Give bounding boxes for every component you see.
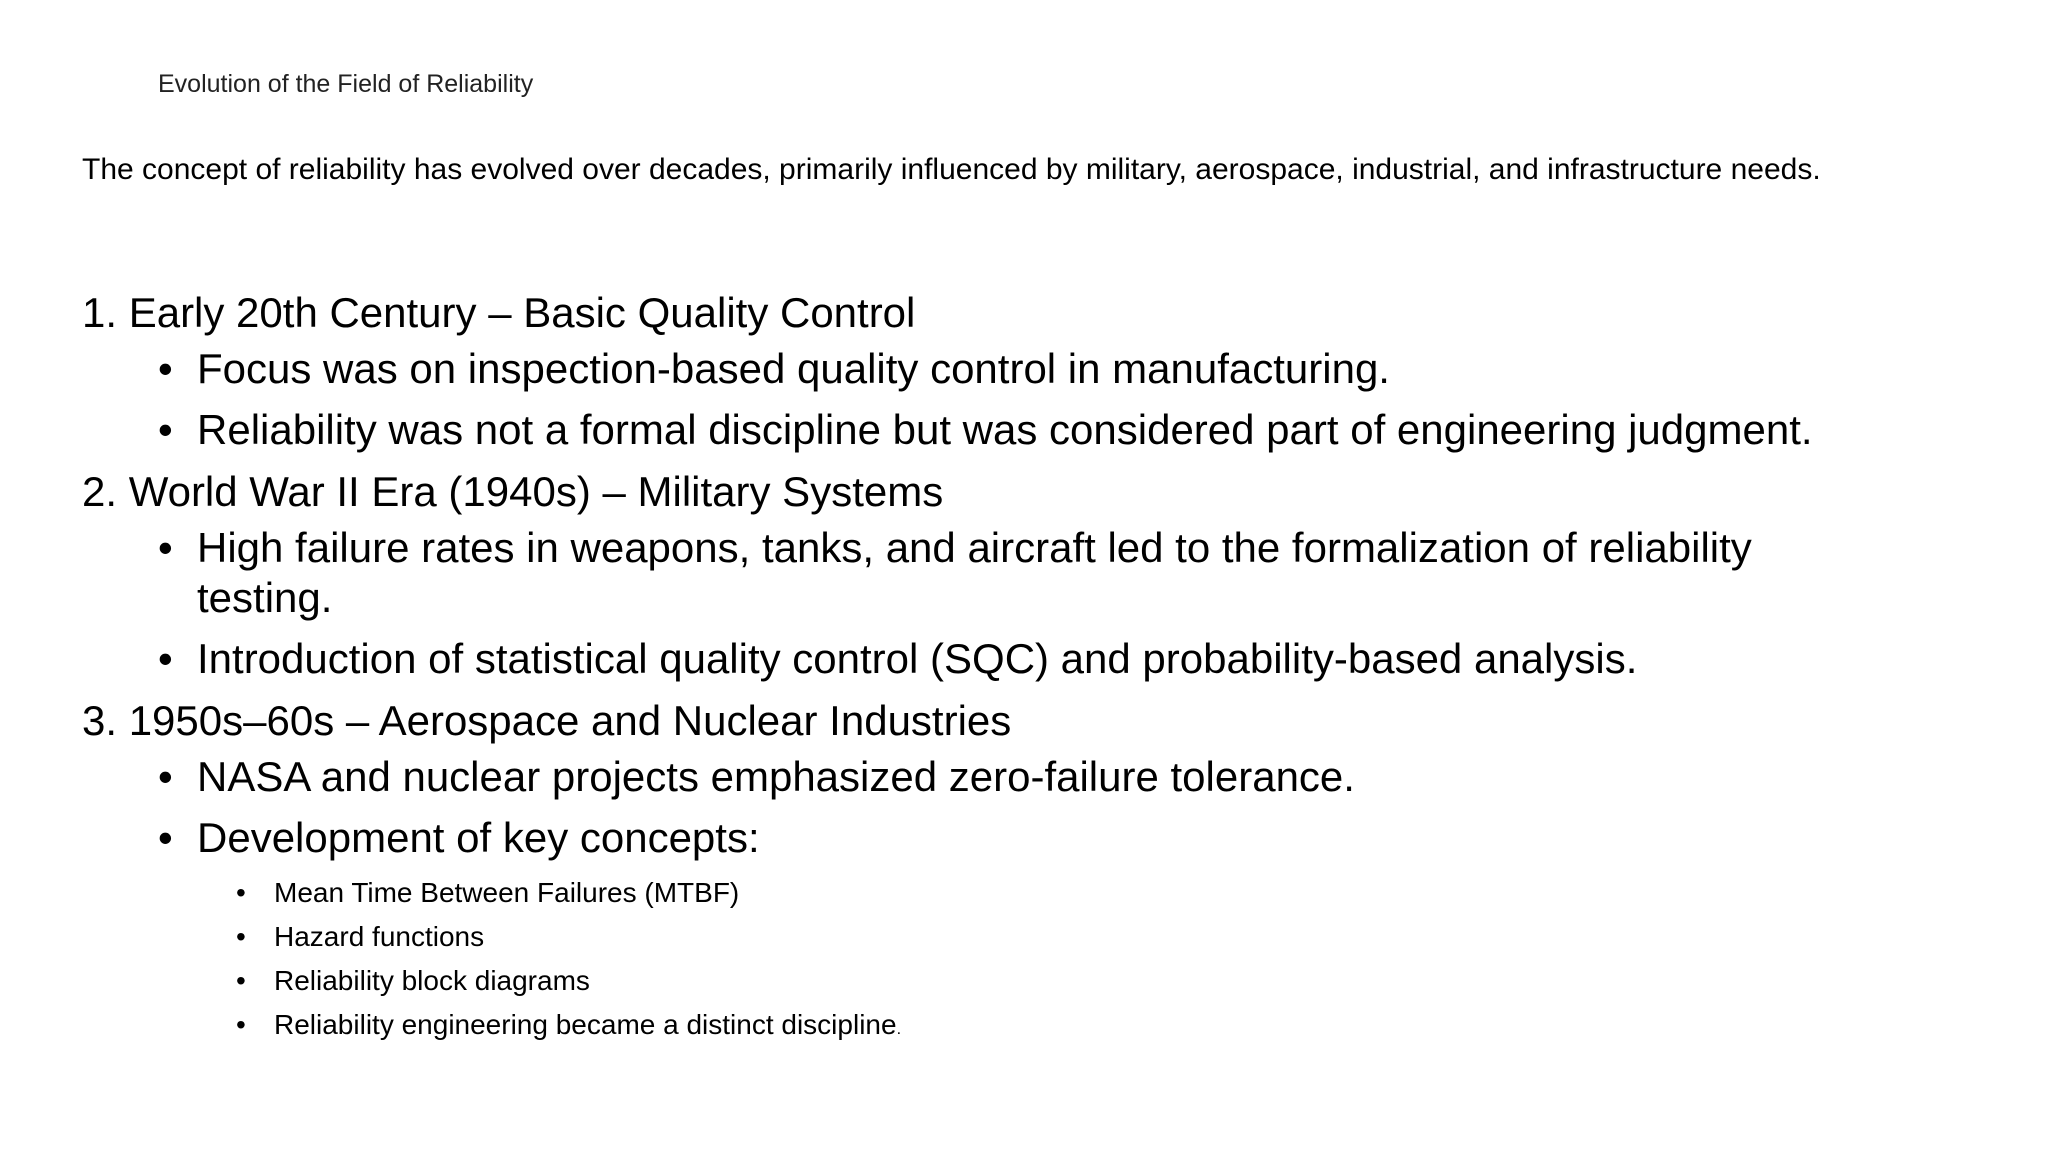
slide-title: Evolution of the Field of Reliability	[158, 70, 534, 98]
section-world-war-ii	[82, 467, 1962, 684]
section-early-20th-century	[82, 288, 1962, 455]
bullet-text: Introduction of statistical quality control (SQC) and probability-based analysis.	[197, 635, 1638, 682]
bullet-icon: •	[158, 753, 173, 800]
section-heading: 1. Early 20th Century – Basic Quality Control	[82, 289, 916, 336]
bullet-item	[82, 523, 1962, 623]
bullet-icon: •	[158, 406, 173, 453]
bullet-list	[82, 344, 1962, 455]
sub-bullet-icon: •	[236, 1009, 246, 1040]
bullet-item	[82, 405, 1962, 455]
sub-bullet-text: Reliability block diagrams	[274, 965, 590, 996]
bullet-text: Focus was on inspection-based quality control in manufacturing.	[197, 345, 1390, 392]
bullet-icon: •	[158, 635, 173, 682]
sub-bullet-item	[82, 1007, 1962, 1043]
bullet-item	[82, 344, 1962, 394]
bullet-text: NASA and nuclear projects emphasized zero-failure tolerance.	[197, 753, 1355, 800]
sub-bullet-icon: •	[236, 921, 246, 952]
bullet-icon: •	[158, 814, 173, 861]
sub-bullet-text: Reliability engineering became a distinct discipline	[274, 1009, 897, 1040]
sub-bullet-item	[82, 875, 1962, 911]
bullet-text: Development of key concepts:	[197, 814, 760, 861]
intro-paragraph: The concept of reliability has evolved over decades, primarily influenced by military, aerospace, industrial, and infrastructure needs.	[82, 153, 1821, 186]
bullet-item	[82, 813, 1962, 863]
slide-content	[82, 288, 1962, 1051]
sub-bullet-item	[82, 963, 1962, 999]
sub-bullet-trailing-period: .	[896, 1021, 902, 1038]
bullet-text: High failure rates in weapons, tanks, and aircraft led to the formalization of reliability testing.	[197, 524, 1752, 621]
sub-bullet-text: Hazard functions	[274, 921, 485, 952]
sub-bullet-item	[82, 919, 1962, 955]
bullet-item	[82, 752, 1962, 802]
bullet-list	[82, 523, 1962, 684]
section-aerospace-nuclear	[82, 696, 1962, 1043]
bullet-item	[82, 634, 1962, 684]
section-heading: 2. World War II Era (1940s) – Military Systems	[82, 468, 944, 515]
bullet-icon: •	[158, 345, 173, 392]
bullet-text: Reliability was not a formal discipline but was considered part of engineering judgment.	[197, 406, 1813, 453]
sub-bullet-icon: •	[236, 965, 246, 996]
sub-bullet-icon: •	[236, 877, 246, 908]
bullet-list	[82, 752, 1962, 863]
bullet-icon: •	[158, 524, 173, 571]
sub-bullet-list	[82, 875, 1962, 1043]
section-heading: 3. 1950s–60s – Aerospace and Nuclear Industries	[82, 697, 1012, 744]
sub-bullet-text: Mean Time Between Failures (MTBF)	[274, 877, 740, 908]
